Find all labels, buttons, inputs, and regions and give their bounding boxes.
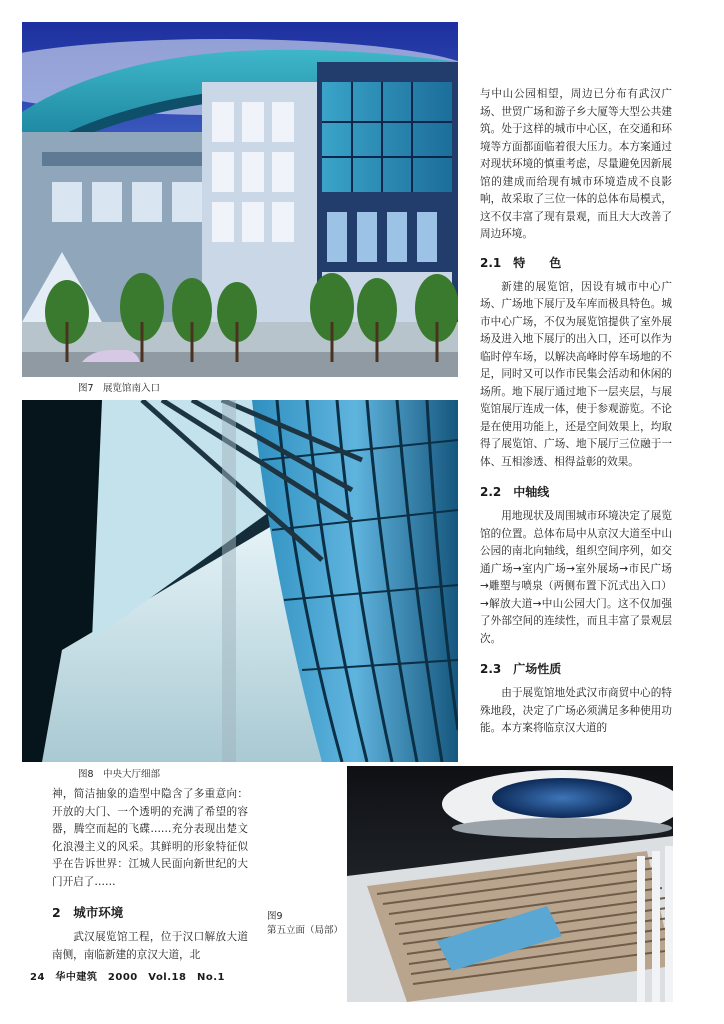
page-footer: 24 华中建筑 2000 Vol.18 No.1 [30,972,225,983]
section-2-heading: 2 城市环境 [52,905,124,920]
section-2-1-heading: 2.1 特 色 [480,255,562,270]
section-2-1-paragraph: 新建的展览馆，因设有城市中心广场、广场地下展厅及车库而极具特色。城市中心广场，不仅为展览馆提供了室外展场及进入地下展厅的出入口，还可以作为临时停车场，以解决高峰时停车场地的不足，同时又可以作市民集会活动和休闲的场所。地下展厅通过地下一层夹层，与展览馆展厅连成一体，使于参观游览。不论是在使用功能上，还是空间效果上，均取得了展览馆、广场、地下展厅三位融于一体、互相渗透、相得益彰的效果。 [480,280,672,468]
figure-9-caption-title: 第五立面（局部） [267,925,344,936]
left-text-column [52,786,248,964]
figure-8-image [22,400,458,762]
figure-8-caption: 图8 中央大厅细部 [78,769,161,780]
continuation-paragraph: 神，简洁抽象的造型中隐含了多重意向：开放的大门、一个透明的充满了希望的容器，腾空而起的飞碟……充分表现出楚文化浪漫主义的风采。其鲜明的形象特征似乎在告诉世界：江城人民面向新世纪的大门开启了…… [52,788,248,888]
figure-9-image [347,766,673,1002]
intro-paragraph: 与中山公园相望，周边已分布有武汉广场、世贸广场和游子乡大厦等大型公共建筑。处于这样的城市中心区，在交通和环境等方面都面临着很大压力。本方案通过对现状环境的慎重考虑，尽量避免因新展馆的建成而给现有城市环境造成不良影响，故采取了三位一体的总体布局模式，这不仅丰富了现有景观，而且大大改善了周边环境。 [480,88,672,240]
right-text-column [480,86,672,738]
section-2-2-heading: 2.2 中轴线 [480,485,550,499]
section-2-paragraph: 武汉展览馆工程，位于汉口解放大道南侧，南临新建的京汉大道，北 [52,931,248,961]
figure-7-caption: 图7 展览馆南入口 [78,383,161,394]
figure-7-image [22,22,458,377]
section-2-3-paragraph: 由于展览馆地处武汉市商贸中心的特殊地段，决定了广场必须满足多种使用功能。本方案将临京汉大道的 [480,687,672,734]
section-2-2-paragraph: 用地现状及周围城市环境决定了展览馆的位置。总体布局中从京汉大道至中山公园的南北向轴线，组织空间序列，如交通广场→室内广场→室外展场→市民广场→雕塑与喷泉（两侧布置下沉式出入口）→解放大道→中山公园大门。这不仅加强了外部空间的连续性，而且丰富了景观层次。 [480,510,672,645]
section-2-3-heading: 2.3 广场性质 [480,662,562,676]
figure-9-caption-label: 图9 [267,911,283,922]
